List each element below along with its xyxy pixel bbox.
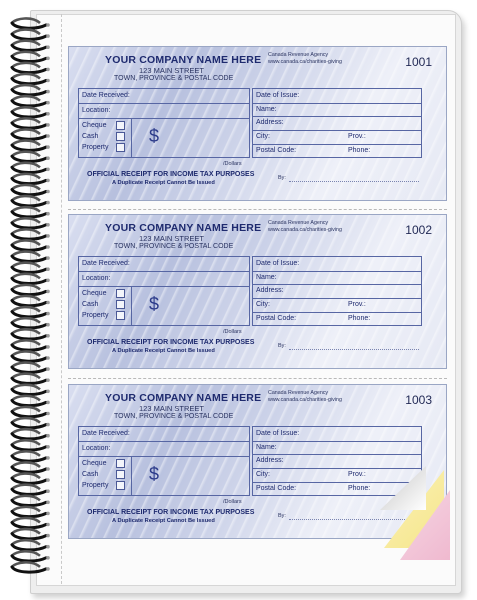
- dollars-label: /Dollars: [223, 329, 242, 335]
- signature-line: [289, 349, 419, 350]
- spiral-coil: [12, 540, 40, 545]
- spiral-coil: [12, 440, 40, 445]
- prov-label: Prov.:: [348, 133, 366, 140]
- spiral-coil: [12, 345, 46, 350]
- donation-details-box: [78, 88, 250, 158]
- spiral-coil: [12, 245, 46, 250]
- spiral-coil: [12, 301, 46, 306]
- spiral-coil: [12, 474, 40, 479]
- company-street: 123 MAIN STREET: [139, 234, 205, 243]
- spiral-coil: [12, 496, 40, 501]
- spiral-coil: [12, 418, 40, 423]
- spiral-coil: [12, 534, 46, 539]
- binding-hole: [46, 434, 50, 438]
- binding-hole: [46, 179, 50, 183]
- cheque-label: Cheque: [82, 460, 107, 467]
- spiral-coil: [12, 145, 46, 150]
- spiral-coil: [12, 567, 46, 572]
- spiral-coil: [12, 385, 40, 390]
- spiral-coil: [12, 518, 40, 523]
- dollar-sign: $: [149, 464, 160, 484]
- spiral-coil: [12, 462, 40, 467]
- binding-hole: [46, 489, 50, 493]
- company-city: TOWN, PROVINCE & POSTAL CODE: [114, 243, 234, 250]
- spiral-coil: [12, 56, 46, 61]
- binding-hole: [46, 57, 50, 61]
- binding-hole: [46, 134, 50, 138]
- postal-code-label: Postal Code:: [256, 485, 297, 492]
- divider: [253, 482, 421, 483]
- binding-hole: [46, 323, 50, 327]
- spiral-coil: [12, 545, 46, 550]
- binding-hole: [46, 168, 50, 172]
- city-label: City:: [256, 301, 270, 308]
- dollars-label: /Dollars: [223, 161, 242, 167]
- spiral-coil: [12, 41, 40, 46]
- spiral-coil: [12, 367, 46, 372]
- spiral-coil: [12, 112, 46, 117]
- donor-details-box: [252, 426, 422, 496]
- spiral-coil: [12, 218, 40, 223]
- spiral-coil: [12, 278, 46, 283]
- company-city: TOWN, PROVINCE & POSTAL CODE: [114, 75, 234, 82]
- binding-hole: [46, 501, 50, 505]
- postal-code-label: Postal Code:: [256, 315, 297, 322]
- binding-hole: [46, 334, 50, 338]
- spiral-coil: [12, 529, 40, 534]
- agency-name: Canada Revenue Agency: [268, 390, 329, 396]
- divider: [253, 103, 421, 104]
- spiral-coil: [12, 207, 40, 212]
- divider: [253, 454, 421, 455]
- binding-hole: [46, 212, 50, 216]
- divider: [131, 456, 132, 495]
- spiral-coil: [12, 267, 46, 272]
- receipt-number: 1002: [405, 223, 432, 237]
- spiral-coil: [12, 212, 46, 217]
- spiral-coil: [12, 423, 46, 428]
- spiral-coil: [12, 351, 40, 356]
- spiral-coil: [12, 156, 46, 161]
- spiral-coil: [12, 152, 40, 157]
- spiral-coil: [12, 240, 40, 245]
- binding-hole: [46, 101, 50, 105]
- spiral-coil: [12, 223, 46, 228]
- city-label: City:: [256, 133, 270, 140]
- prov-label: Prov.:: [348, 301, 366, 308]
- spiral-coil: [12, 434, 46, 439]
- binding-hole: [46, 467, 50, 471]
- spiral-coil: [12, 312, 46, 317]
- binding-hole: [46, 256, 50, 260]
- spiral-coil: [12, 412, 46, 417]
- spiral-coil: [12, 500, 46, 505]
- spiral-coil: [12, 90, 46, 95]
- binding-hole: [46, 112, 50, 116]
- binding-hole: [46, 301, 50, 305]
- cash-checkbox[interactable]: [116, 300, 125, 309]
- property-label: Property: [82, 144, 109, 151]
- divider: [253, 441, 421, 442]
- spiral-coil: [12, 429, 40, 434]
- spiral-coil: [12, 307, 40, 312]
- spiral-coil: [12, 523, 46, 528]
- signature-line: [289, 181, 419, 182]
- binding-hole: [46, 412, 50, 416]
- spiral-coil: [12, 234, 46, 239]
- spiral-coil: [12, 396, 40, 401]
- perforation-line: [68, 378, 447, 379]
- binding-hole: [46, 390, 50, 394]
- company-city: TOWN, PROVINCE & POSTAL CODE: [114, 413, 234, 420]
- spiral-coil: [12, 134, 46, 139]
- spiral-coil: [12, 118, 40, 123]
- agency-url: www.canada.ca/charities-giving: [268, 227, 342, 233]
- company-street: 123 MAIN STREET: [139, 404, 205, 413]
- spiral-coil: [12, 85, 40, 90]
- divider: [79, 441, 249, 442]
- binding-hole: [46, 201, 50, 205]
- spiral-coil: [12, 378, 46, 383]
- divider: [79, 118, 249, 119]
- spiral-coil: [12, 52, 40, 57]
- spiral-coil: [12, 141, 40, 146]
- company-name: YOUR COMPANY NAME HERE: [105, 222, 262, 234]
- property-label: Property: [82, 312, 109, 319]
- spiral-coil: [12, 285, 40, 290]
- dollars-label: /Dollars: [223, 499, 242, 505]
- binding-hole: [46, 190, 50, 194]
- spiral-coil: [12, 123, 46, 128]
- agency-name: Canada Revenue Agency: [268, 52, 329, 58]
- binding-hole: [46, 23, 50, 27]
- divider: [79, 271, 249, 272]
- receipt-1003: [68, 384, 447, 539]
- name-label: Name:: [256, 274, 277, 281]
- spiral-coil: [12, 296, 40, 301]
- stub-perforation: [61, 14, 62, 584]
- property-label: Property: [82, 482, 109, 489]
- spiral-coil: [12, 478, 46, 483]
- spiral-coil: [12, 101, 46, 106]
- date-of-issue-label: Date of Issue:: [256, 260, 300, 267]
- spiral-coil: [12, 129, 40, 134]
- binding-hole: [46, 312, 50, 316]
- date-of-issue-label: Date of Issue:: [256, 92, 300, 99]
- binding-hole: [46, 456, 50, 460]
- duplicate-notice: A Duplicate Receipt Cannot Be Issued: [112, 348, 215, 354]
- divider: [79, 286, 249, 287]
- location-label: Location:: [82, 107, 111, 114]
- spiral-coil: [12, 289, 46, 294]
- binding-hole: [46, 123, 50, 127]
- cheque-checkbox[interactable]: [116, 289, 125, 298]
- spiral-coil: [12, 229, 40, 234]
- date-received-label: Date Received:: [82, 92, 130, 99]
- binding-hole: [46, 245, 50, 249]
- divider: [131, 286, 132, 325]
- binding-hole: [46, 534, 50, 538]
- spiral-coil: [12, 67, 46, 72]
- binding-hole: [46, 378, 50, 382]
- spiral-coil: [12, 329, 40, 334]
- phone-label: Phone:: [348, 147, 371, 154]
- binding-hole: [46, 423, 50, 427]
- spiral-coil: [12, 340, 40, 345]
- spiral-coil: [12, 252, 40, 257]
- cheque-label: Cheque: [82, 290, 107, 297]
- city-label: City:: [256, 471, 270, 478]
- cash-label: Cash: [82, 471, 99, 478]
- spiral-coil: [12, 74, 40, 79]
- receipt-number: 1003: [405, 393, 432, 407]
- binding-hole: [46, 223, 50, 227]
- spiral-coil: [12, 451, 40, 456]
- spiral-coil: [12, 556, 46, 561]
- divider: [253, 468, 421, 469]
- receipt-1001: [68, 46, 447, 201]
- spiral-coil: [12, 30, 40, 35]
- spiral-coil: [12, 334, 46, 339]
- location-label: Location:: [82, 445, 111, 452]
- binding-hole: [46, 267, 50, 271]
- binding-hole: [46, 279, 50, 283]
- date-received-label: Date Received:: [82, 430, 130, 437]
- spiral-coil: [12, 256, 46, 261]
- name-label: Name:: [256, 106, 277, 113]
- cash-checkbox[interactable]: [116, 132, 125, 141]
- divider: [131, 118, 132, 157]
- spiral-coil: [12, 511, 46, 516]
- official-receipt-text: OFFICIAL RECEIPT FOR INCOME TAX PURPOSES: [87, 339, 255, 346]
- property-checkbox[interactable]: [116, 481, 125, 490]
- spiral-coil: [12, 407, 40, 412]
- spiral-binding-icon: [2, 14, 58, 586]
- binding-hole: [46, 290, 50, 294]
- spiral-coil: [12, 467, 46, 472]
- by-label: By:: [278, 343, 286, 349]
- spiral-coil: [12, 34, 46, 39]
- donation-details-box: [78, 426, 250, 496]
- spiral-coil: [12, 445, 46, 450]
- official-receipt-text: OFFICIAL RECEIPT FOR INCOME TAX PURPOSES: [87, 509, 255, 516]
- signature-line: [289, 519, 419, 520]
- binding-hole: [46, 34, 50, 38]
- spiral-coil: [12, 167, 46, 172]
- spiral-coil: [12, 323, 46, 328]
- postal-code-label: Postal Code:: [256, 147, 297, 154]
- spiral-coil: [12, 485, 40, 490]
- spiral-coil: [12, 263, 40, 268]
- cheque-checkbox[interactable]: [116, 121, 125, 130]
- binding-hole: [46, 68, 50, 72]
- binding-hole: [46, 556, 50, 560]
- binding-hole: [46, 90, 50, 94]
- spiral-coil: [12, 45, 46, 50]
- spiral-coil: [12, 178, 46, 183]
- binding-hole: [46, 79, 50, 83]
- phone-label: Phone:: [348, 315, 371, 322]
- divider: [253, 130, 421, 131]
- cash-label: Cash: [82, 133, 99, 140]
- official-receipt-text: OFFICIAL RECEIPT FOR INCOME TAX PURPOSES: [87, 171, 255, 178]
- spiral-coil: [12, 389, 46, 394]
- spiral-coil: [12, 185, 40, 190]
- by-label: By:: [278, 513, 286, 519]
- by-label: By:: [278, 175, 286, 181]
- cheque-label: Cheque: [82, 122, 107, 129]
- receipt-1002: [68, 214, 447, 369]
- divider: [253, 298, 421, 299]
- binding-hole: [46, 145, 50, 149]
- spiral-coil: [12, 562, 40, 567]
- binding-hole: [46, 345, 50, 349]
- agency-url: www.canada.ca/charities-giving: [268, 397, 342, 403]
- dollar-sign: $: [149, 294, 160, 314]
- spiral-coil: [12, 107, 40, 112]
- binding-hole: [46, 523, 50, 527]
- duplicate-notice: A Duplicate Receipt Cannot Be Issued: [112, 180, 215, 186]
- binding-hole: [46, 234, 50, 238]
- duplicate-notice: A Duplicate Receipt Cannot Be Issued: [112, 518, 215, 524]
- donor-details-box: [252, 256, 422, 326]
- spiral-coil: [12, 274, 40, 279]
- company-name: YOUR COMPANY NAME HERE: [105, 392, 262, 404]
- name-label: Name:: [256, 444, 277, 451]
- spiral-coil: [12, 507, 40, 512]
- binding-hole: [46, 445, 50, 449]
- address-label: Address:: [256, 119, 284, 126]
- binding-hole: [46, 367, 50, 371]
- spiral-coil: [12, 18, 40, 23]
- binding-hole: [46, 45, 50, 49]
- divider: [253, 144, 421, 145]
- property-checkbox[interactable]: [116, 311, 125, 320]
- dollar-sign: $: [149, 126, 160, 146]
- property-checkbox[interactable]: [116, 143, 125, 152]
- binding-hole: [46, 512, 50, 516]
- spiral-coil: [12, 489, 46, 494]
- binding-hole: [46, 545, 50, 549]
- spiral-coil: [12, 374, 40, 379]
- spiral-coil: [12, 23, 46, 28]
- divider: [79, 456, 249, 457]
- company-name: YOUR COMPANY NAME HERE: [105, 54, 262, 66]
- divider: [253, 116, 421, 117]
- spiral-coil: [12, 79, 46, 84]
- spiral-coil: [12, 363, 40, 368]
- company-street: 123 MAIN STREET: [139, 66, 205, 75]
- divider: [253, 271, 421, 272]
- phone-label: Phone:: [348, 485, 371, 492]
- divider: [79, 103, 249, 104]
- date-received-label: Date Received:: [82, 260, 130, 267]
- spiral-coil: [12, 456, 46, 461]
- date-of-issue-label: Date of Issue:: [256, 430, 300, 437]
- cash-checkbox[interactable]: [116, 470, 125, 479]
- binding-hole: [46, 156, 50, 160]
- spiral-coil: [12, 551, 40, 556]
- spiral-coil: [12, 163, 40, 168]
- location-label: Location:: [82, 275, 111, 282]
- binding-hole: [46, 401, 50, 405]
- spiral-coil: [12, 63, 40, 68]
- spiral-coil: [12, 318, 40, 323]
- spiral-coil: [12, 174, 40, 179]
- cheque-checkbox[interactable]: [116, 459, 125, 468]
- binding-hole: [46, 478, 50, 482]
- address-label: Address:: [256, 457, 284, 464]
- binding-hole: [46, 356, 50, 360]
- receipt-number: 1001: [405, 55, 432, 69]
- spiral-coil: [12, 201, 46, 206]
- spiral-coil: [12, 190, 46, 195]
- divider: [253, 312, 421, 313]
- perforation-line: [68, 209, 447, 210]
- spiral-coil: [12, 356, 46, 361]
- agency-url: www.canada.ca/charities-giving: [268, 59, 342, 65]
- agency-name: Canada Revenue Agency: [268, 220, 329, 226]
- divider: [253, 284, 421, 285]
- spiral-coil: [12, 400, 46, 405]
- cash-label: Cash: [82, 301, 99, 308]
- prov-label: Prov.:: [348, 471, 366, 478]
- address-label: Address:: [256, 287, 284, 294]
- donor-details-box: [252, 88, 422, 158]
- spiral-coil: [12, 96, 40, 101]
- spiral-coil: [12, 196, 40, 201]
- binding-hole: [46, 567, 50, 571]
- donation-details-box: [78, 256, 250, 326]
